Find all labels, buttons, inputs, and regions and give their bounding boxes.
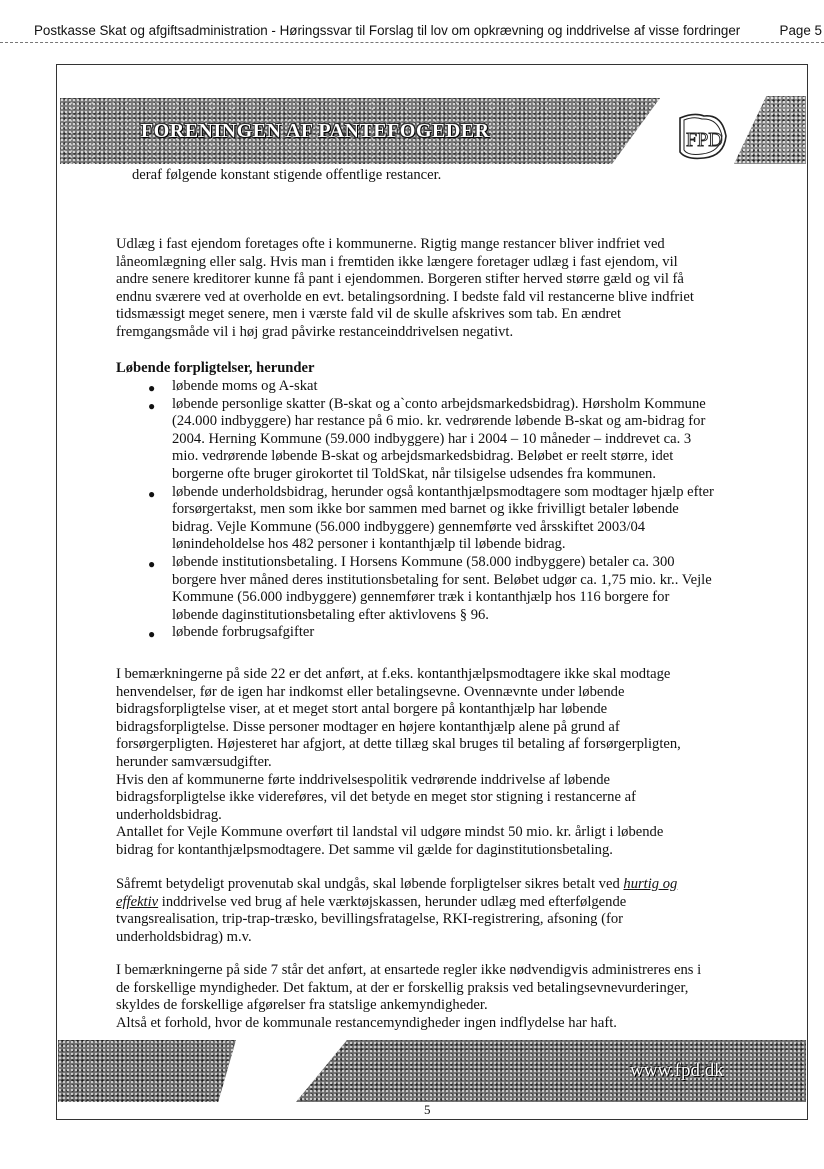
- emphasis-hurtig-og: hurtig og: [623, 876, 678, 892]
- page-number: 5: [424, 1102, 431, 1117]
- paragraph-2-line: Hvis den af kommunerne førte inddrivelsespolitik vedrørende inddrivelse af løbende: [116, 771, 611, 788]
- paragraph-2-line: underholdsbidrag.: [116, 806, 222, 823]
- paragraph-2-line: bidragsforpligtelse. Disse personer modtager en højere kontanthjælp alene på grund af: [116, 718, 620, 735]
- paragraph-2-line: bidragsforpligtelse ikke videreføres, vil det betyde en meget stor stigning i restancerne af: [116, 789, 636, 806]
- paragraph-4-line: I bemærkningerne på side 7 står det anført, at ensartede regler ikke nødvendigvis administreres ens i: [116, 962, 702, 978]
- list-item-line: forsørgertakst, men som ikke bor sammen med barnet og ikke frivilligt betaler løbende: [172, 501, 679, 518]
- running-header-title: Postkasse Skat og afgiftsadministration - Høringssvar til Forslag til lov om opkrævning og inddrivelse af visse fordringer: [34, 23, 741, 38]
- intro-fragment: deraf følgende konstant stigende offentlige restancer.: [132, 167, 442, 183]
- running-header-page: Page 5: [779, 23, 822, 38]
- letterhead-title: FORENINGEN AF PANTEFOGEDER: [141, 120, 490, 142]
- list-bullet-icon: ●: [148, 381, 156, 395]
- section-heading: Løbende forpligtelser, herunder: [116, 360, 315, 376]
- logo-text: FPD: [686, 129, 723, 151]
- list-item-line: løbende forbrugsafgifter: [172, 624, 315, 641]
- list-item-line: (24.000 indbyggere) har restance på 6 mio. kr. vedrørende løbende B-skat og am-bidrag for: [172, 413, 706, 430]
- footer-band-left: [58, 1040, 236, 1102]
- footer-website-url: www.fpd.dk: [630, 1060, 724, 1081]
- paragraph-3-line: underholdsbidrag) m.v.: [116, 928, 252, 945]
- list-item-line: løbende personlige skatter (B-skat og a`conto arbejdsmarkedsbidrag). Hørsholm Kommune: [172, 395, 706, 412]
- list-item-line: løbende institutionsbetaling. I Horsens Kommune (58.000 indbyggere) betaler ca. 300: [172, 554, 675, 570]
- list-item-line: løbende daginstitutionsbetaling efter aktivlovens § 96.: [172, 606, 489, 623]
- paragraph-2-line: Antallet for Vejle Kommune overført til landstal vil udgøre mindst 50 mio. kr. årligt i løbende: [116, 824, 664, 841]
- paragraph-1-line: låneomlægning eller salg. Hvis man i fremtiden ikke længere foretager udlæg i fast ejendom, vil: [116, 253, 678, 270]
- list-item-line: lønindeholdelse hos 482 personer i kontanthjælp til løbende bidrag.: [172, 536, 566, 553]
- list-item-line: løbende underholdsbidrag, herunder også kontanthjælpsmodtagere som modtager hjælp efter: [172, 483, 714, 500]
- list-item-line: 2004. Herning Kommune (59.000 indbyggere) har i 2004 – 10 måneder – inddrevet ca. 3: [172, 430, 692, 447]
- paragraph-4-line: de forskellige myndigheder. Det faktum, at der er forskellig praksis ved betalingsevnevurderinger,: [116, 979, 689, 996]
- list-item-line: borgerne ofte bruger girokortet til ToldSkat, når tilsigelse udsendes fra kommunen.: [172, 466, 656, 482]
- paragraph-3-line: tvangsrealisation, trip-trap-træsko, bevillingsfratagelse, RKI-registrering, afsoning (for: [116, 911, 623, 928]
- paragraph-1-line: Udlæg i fast ejendom foretages ofte i kommunerne. Rigtig mange restancer bliver indfriet ved: [116, 236, 665, 252]
- paragraph-2-line: I bemærkningerne på side 22 er det anført, at f.eks. kontanthjælpsmodtagere ikke skal modtage: [116, 666, 671, 682]
- emphasis-effektiv: effektiv: [116, 893, 159, 910]
- paragraph-4-line: skyldes de forskellige afgørelser fra statslige ankemyndigheder.: [116, 997, 488, 1014]
- paragraph-1-line: tidsmæssigt meget senere, men i værste fald vil de skulle afskrives som tab. En ændret: [116, 306, 622, 323]
- list-item-line: borgere hver måned deres institutionsbetaling for sent. Beløbet udgør ca. 1,75 mio. kr.. Vejle: [172, 571, 712, 588]
- paragraph-3-line: Såfremt betydeligt provenutab skal undgås, skal løbende forpligtelser sikres betalt ved hurtig og: [116, 876, 678, 892]
- paragraph-2-line: forsørgerpligten. Højesteret har afgjort, at dette tillæg skal bruges til betaling af forsørgerpligten,: [116, 736, 681, 753]
- paragraph-2-line: bidrag for kontanthjælpsmodtagere. Det samme vil gælde for daginstitutionsbetaling.: [116, 842, 613, 858]
- list-item-line: løbende moms og A-skat: [172, 378, 318, 394]
- paragraph-3-line: effektiv inddrivelse ved brug af hele værktøjskassen, herunder udlæg med efterfølgende: [116, 893, 627, 910]
- paragraph-4-line: Altså et forhold, hvor de kommunale restancemyndigheder ingen indflydelse har haft.: [116, 1014, 617, 1031]
- paragraph-1-line: andre senere kreditorer kunne få pant i ejendommen. Borgeren stifter herved større gæld og vil få: [116, 271, 684, 288]
- list-item-line: mio. vedrørende løbende B-skat og arbejdsmarkedsbidrag. Beløbet er reelt større, idet: [172, 448, 674, 465]
- paragraph-2-line: bidragsforpligtelse viser, at et meget stort antal borgere på kontanthjælp har løbende: [116, 701, 608, 718]
- footer-band-right: [296, 1040, 806, 1102]
- paragraph-2-line: herunder samværsudgifter.: [116, 754, 272, 770]
- list-item-line: bidrag. Vejle Kommune (56.000 indbyggere) gennemførte ved årsskiftet 2003/04: [172, 518, 646, 535]
- list-bullet-icon: ●: [148, 627, 156, 642]
- list-bullet-icon: ●: [148, 557, 156, 571]
- list-bullet-icon: ●: [148, 486, 156, 501]
- paragraph-2-line: henvendelser, før de igen har indkomst eller betalingsevne. Ovennævnte under løbende: [116, 683, 625, 700]
- paragraph-1-line: endnu sværere ved at overholde en evt. betalingsordning. I bedste fald vil restancerne blive indfriet: [116, 288, 694, 305]
- list-bullet-icon: ●: [148, 398, 156, 413]
- paragraph-1-line: fremgangsmåde vil i høj grad påvirke restanceinddrivelsen negativt.: [116, 324, 514, 340]
- list-item-line: Kommune (56.000 indbyggere) gennemfører træk i kontanthjælp hos 116 borgere for: [172, 589, 670, 606]
